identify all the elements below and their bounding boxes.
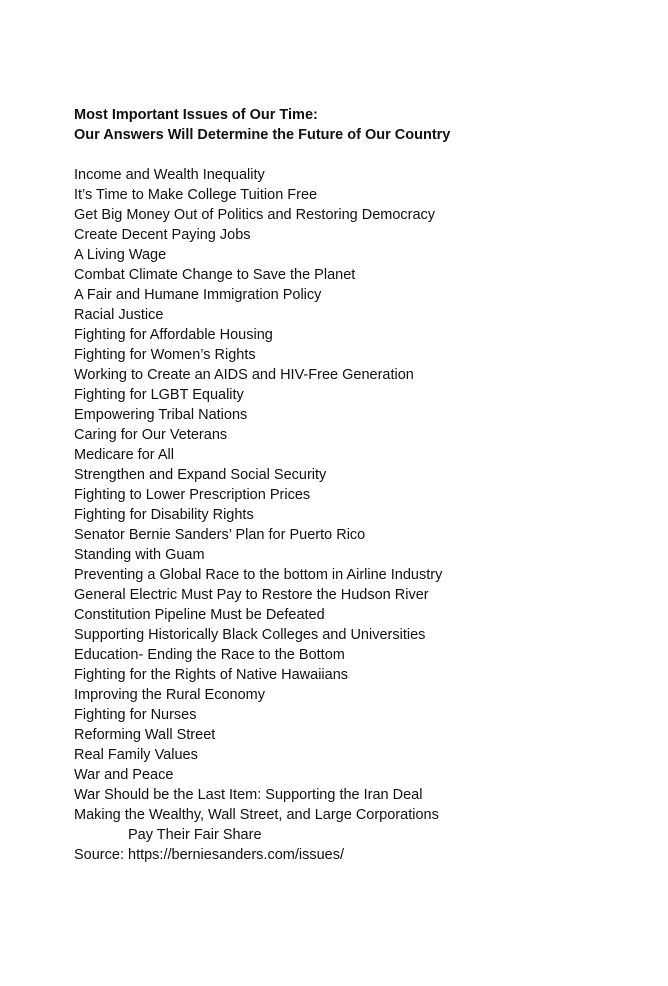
document-heading <box>74 105 654 145</box>
source-line: Source: https://berniesanders.com/issues/ <box>74 847 344 863</box>
list-item: Senator Bernie Sanders’ Plan for Puerto Rico <box>74 527 366 543</box>
list-item: Education- Ending the Race to the Bottom <box>74 647 345 663</box>
list-item: Fighting for Disability Rights <box>74 507 254 523</box>
list-item: Fighting for the Rights of Native Hawaiians <box>74 667 349 683</box>
list-item: Caring for Our Veterans <box>74 427 228 443</box>
list-item: Supporting Historically Black Colleges and Universities <box>74 627 426 643</box>
list-item: War Should be the Last Item: Supporting the Iran Deal <box>74 787 423 803</box>
list-item: Working to Create an AIDS and HIV-Free Generation <box>74 367 414 383</box>
list-item: Create Decent Paying Jobs <box>74 227 251 243</box>
list-item: General Electric Must Pay to Restore the Hudson River <box>74 587 429 603</box>
last-issue-continuation: Pay Their Fair Share <box>128 827 262 843</box>
last-issue-text: Making the Wealthy, Wall Street, and Large Corporations <box>74 807 439 823</box>
list-item: Medicare for All <box>74 447 174 463</box>
issues-list <box>74 165 654 845</box>
list-item: Constitution Pipeline Must be Defeated <box>74 607 325 623</box>
list-item: War and Peace <box>74 767 174 783</box>
list-item: Real Family Values <box>74 747 198 763</box>
heading-line-2: Our Answers Will Determine the Future of Our Country <box>74 127 451 143</box>
list-item: Reforming Wall Street <box>74 727 216 743</box>
list-item: Fighting for Affordable Housing <box>74 327 273 343</box>
list-item: Combat Climate Change to Save the Planet <box>74 267 356 283</box>
list-item: Improving the Rural Economy <box>74 687 265 703</box>
list-item: Empowering Tribal Nations <box>74 407 248 423</box>
list-item: Income and Wealth Inequality <box>74 167 265 183</box>
heading-line-1: Most Important Issues of Our Time: <box>74 107 318 123</box>
list-item: A Fair and Humane Immigration Policy <box>74 287 322 303</box>
list-item: A Living Wage <box>74 247 167 263</box>
list-item: It’s Time to Make College Tuition Free <box>74 187 318 203</box>
list-item: Fighting for Women’s Rights <box>74 347 256 363</box>
list-item: Preventing a Global Race to the bottom in Airline Industry <box>74 567 443 583</box>
list-item-last <box>74 805 654 845</box>
list-item: Standing with Guam <box>74 547 205 563</box>
list-item: Fighting for LGBT Equality <box>74 387 244 403</box>
list-item: Fighting to Lower Prescription Prices <box>74 487 311 503</box>
list-item: Get Big Money Out of Politics and Restoring Democracy <box>74 207 436 223</box>
list-item: Strengthen and Expand Social Security <box>74 467 327 483</box>
list-item: Racial Justice <box>74 307 164 323</box>
list-item: Fighting for Nurses <box>74 707 197 723</box>
document-page <box>74 105 654 865</box>
